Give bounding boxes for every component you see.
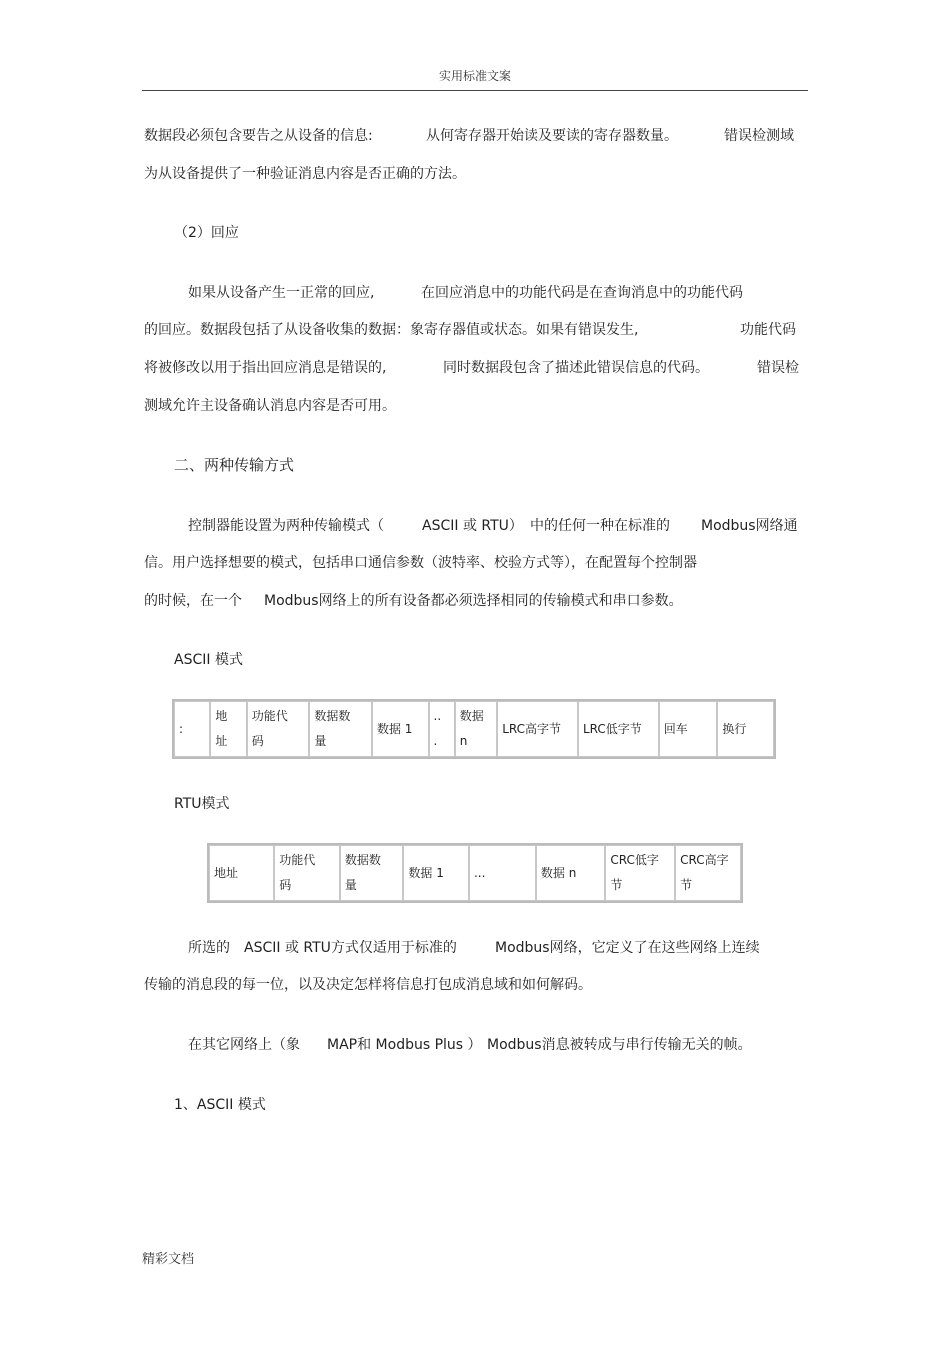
p2-line4: 测域允许主设备确认消息内容是否可用。 [144, 398, 396, 414]
rtu-cell-address: 地址 [209, 845, 274, 901]
ascii-cell-start: : [174, 701, 210, 757]
p4-line1-b: ASCII 或 RTU方式仅适用于标准的 [244, 940, 457, 956]
rtu-cell-datan: 数据 n [536, 845, 605, 901]
rtu-label: RTU模式 [174, 796, 230, 812]
page-footer: 精彩文档 [142, 1252, 195, 1267]
ascii-cell-datan: 数据 n [455, 701, 497, 757]
ascii-cell-address: 地 址 [210, 701, 246, 757]
rtu-cell-crc-high: CRC高字 节 [675, 845, 741, 901]
p3-line1-b: ASCII 或 RTU） [422, 518, 523, 534]
page-header: 实用标准文案 [438, 69, 511, 83]
p2-line3-c: 错误检 [757, 360, 799, 376]
p2-line2-a: 的回应。数据段包括了从设备收集的数据：象寄存器值或状态。如果有错误发生, [144, 322, 639, 338]
p2-line3-b: 同时数据段包含了描述此错误信息的代码。 [443, 360, 709, 376]
p5-c: Modbus消息被转成与串行传输无关的帧。 [487, 1037, 752, 1053]
p3-line3-a: 的时候，在一个 [144, 593, 242, 609]
p3-line1-d: Modbus网络通 [701, 518, 798, 534]
rtu-cell-data1: 数据 1 [403, 845, 469, 901]
p4-line1-c: Modbus网络，它定义了在这些网络上连续 [495, 940, 760, 956]
ascii-cell-lrc-high: LRC高字节 [497, 701, 578, 757]
p2-line3-a: 将被修改以用于指出回应消息是错误的, [144, 360, 387, 376]
p2-line1-b: 在回应消息中的功能代码是在查询消息中的功能代码 [421, 285, 743, 301]
p4-line1-a: 所选的 [188, 940, 230, 956]
p1-line1-a: 数据段必须包含要告之从设备的信息: [144, 128, 373, 144]
p1-line2: 为从设备提供了一种验证消息内容是否正确的方法。 [144, 166, 466, 182]
subsection-title: 1、ASCII 模式 [174, 1097, 266, 1113]
rtu-cell-function: 功能代 码 [274, 845, 340, 901]
ascii-frame-table [172, 699, 776, 759]
p3-line1-c: 中的任何一种在标准的 [530, 518, 670, 534]
subheading-response: （2）回应 [174, 225, 239, 241]
ascii-cell-data-count: 数据数 量 [309, 701, 372, 757]
section-title: 二、两种传输方式 [174, 456, 295, 474]
p1-line1-c: 错误检测域 [724, 128, 794, 144]
p3-line1-a: 控制器能设置为两种传输模式（ [188, 518, 384, 534]
rtu-cell-ellipsis: ... [469, 845, 536, 901]
p2-line1-a: 如果从设备产生一正常的回应, [188, 285, 375, 301]
ascii-cell-lrc-low: LRC低字节 [578, 701, 659, 757]
rtu-frame-table [207, 843, 743, 903]
p2-line2-b: 功能代码 [740, 322, 796, 338]
header-rule [142, 90, 808, 91]
p4-line2: 传输的消息段的每一位，以及决定怎样将信息打包成消息域和如何解码。 [144, 977, 592, 993]
ascii-cell-data1: 数据 1 [372, 701, 429, 757]
p1-line1-b: 从何寄存器开始读及要读的寄存器数量。 [426, 128, 678, 144]
ascii-cell-lf: 换行 [717, 701, 774, 757]
ascii-label: ASCII 模式 [174, 652, 243, 668]
table-row [174, 701, 774, 757]
table-row [209, 845, 741, 901]
rtu-cell-data-count: 数据数 量 [340, 845, 404, 901]
p5-b: MAP和 Modbus Plus ） [327, 1037, 482, 1053]
p5-a: 在其它网络上（象 [188, 1037, 300, 1053]
rtu-cell-crc-low: CRC低字 节 [605, 845, 675, 901]
ascii-cell-cr: 回车 [659, 701, 718, 757]
p3-line3-b: Modbus网络上的所有设备都必须选择相同的传输模式和串口参数。 [264, 593, 683, 609]
ascii-cell-ellipsis: .. . [429, 701, 455, 757]
p3-line2: 信。用户选择想要的模式，包括串口通信参数（波特率、校验方式等），在配置每个控制器 [144, 555, 697, 571]
ascii-cell-function: 功能代 码 [247, 701, 310, 757]
